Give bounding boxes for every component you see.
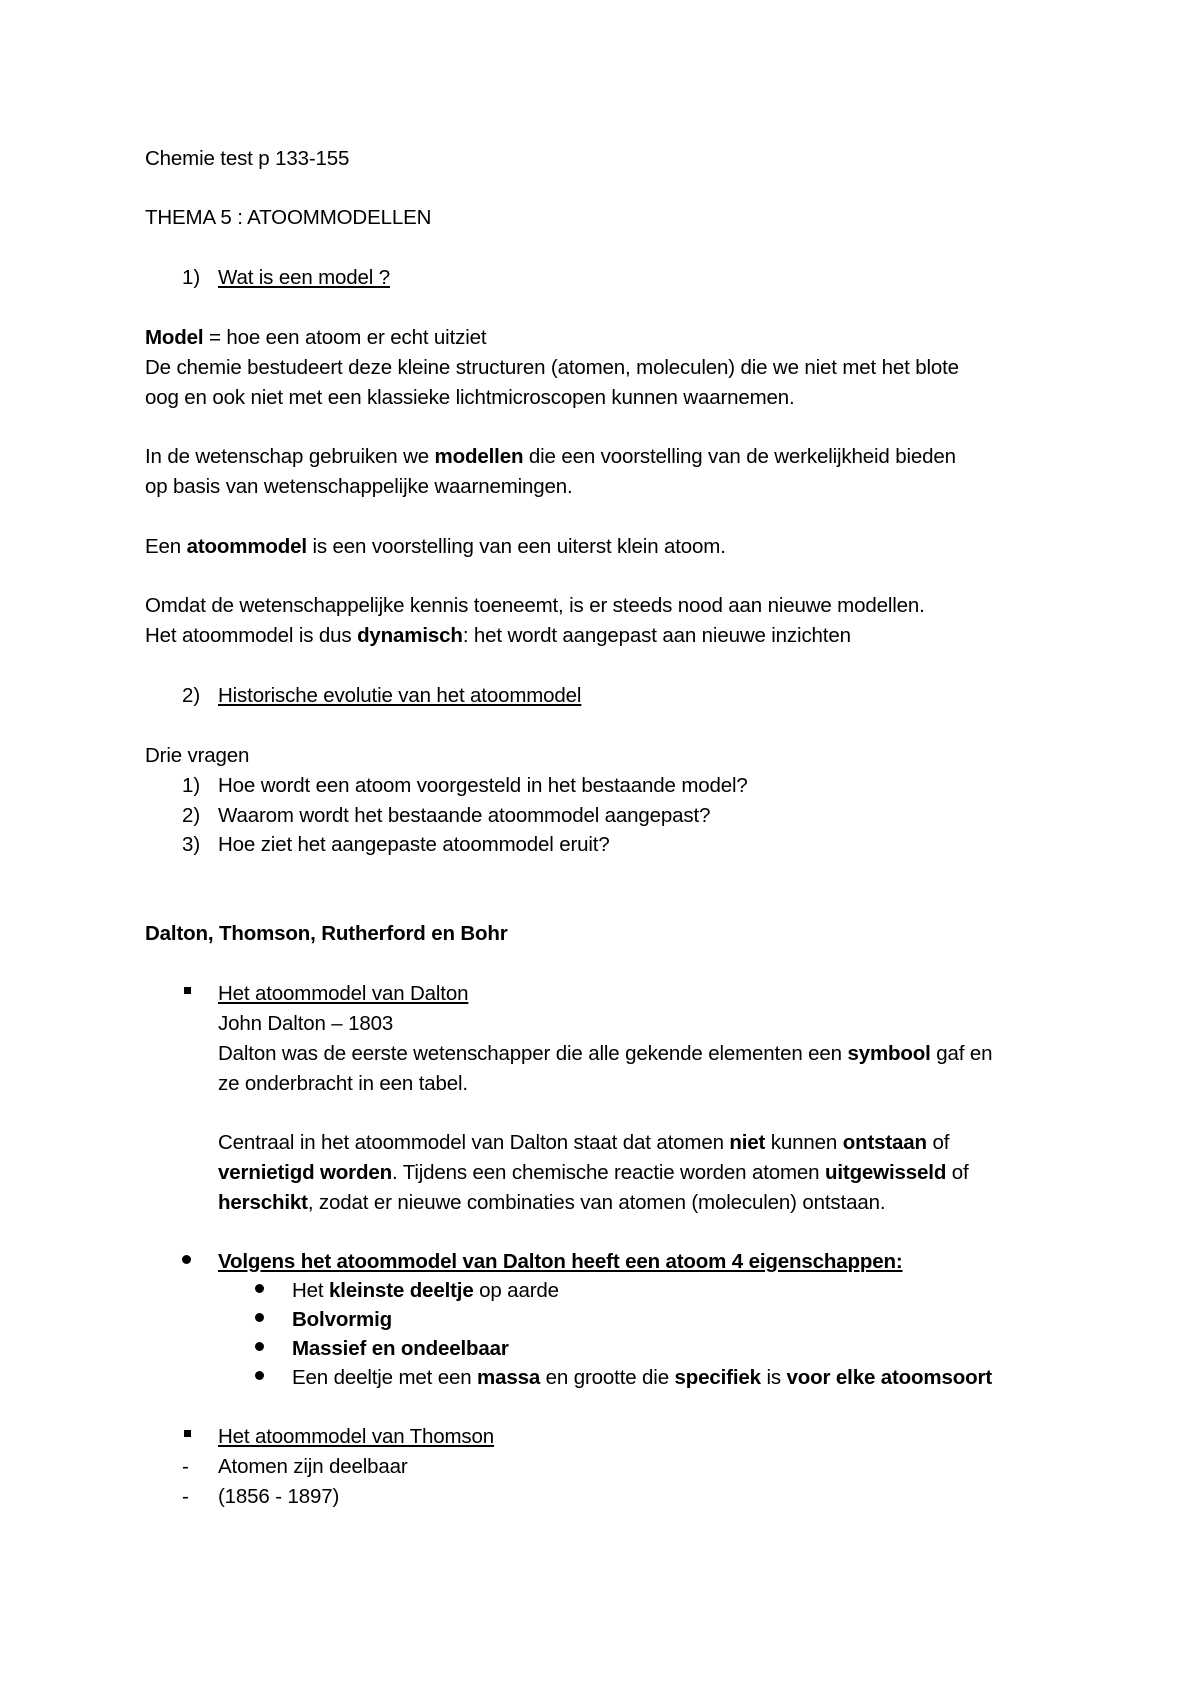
paragraph-line: Omdat de wetenschappelijke kennis toeneemt, is er steeds nood aan nieuwe modellen. (145, 594, 925, 617)
text-span: Dalton was de eerste wetenschapper die alle gekende elementen een (218, 1042, 848, 1065)
document-title: Chemie test p 133-155 (145, 147, 350, 170)
text-span: of (946, 1161, 969, 1184)
square-bullet-icon (184, 1430, 191, 1437)
questions-title: Drie vragen (145, 744, 250, 767)
property-item: Massief en ondeelbaar (292, 1337, 509, 1360)
question-text: Hoe ziet het aangepaste atoommodel eruit? (218, 833, 610, 856)
text-span: Een deeltje met een (292, 1366, 478, 1389)
paragraph-line (218, 1130, 949, 1156)
question-text: Hoe wordt een atoom voorgesteld in het bestaande model? (218, 774, 748, 797)
text-span: Centraal in het atoommodel van Dalton staat dat atomen (218, 1131, 730, 1154)
paragraph-line (218, 1041, 992, 1067)
property-item (292, 1278, 559, 1304)
question-text: Waarom wordt het bestaande atoommodel aangepast? (218, 804, 711, 827)
square-bullet-icon (184, 987, 191, 994)
properties-heading: Volgens het atoommodel van Dalton heeft een atoom 4 eigenschappen: (218, 1250, 903, 1273)
paragraph-line: De chemie bestudeert deze kleine structuren (atomen, moleculen) die we niet met het blote (145, 356, 959, 379)
property-item: Bolvormig (292, 1308, 393, 1331)
text-span: is (760, 1366, 787, 1389)
question-number: 1) (182, 774, 201, 797)
bold-term: herschikt (218, 1191, 308, 1214)
property-item (292, 1365, 992, 1391)
section-number: 2) (182, 684, 201, 707)
text-span: gaf en (930, 1042, 993, 1065)
text-span: In de wetenschap gebruiken we (145, 445, 435, 468)
bold-term: vernietigd worden (218, 1161, 393, 1184)
text-span: Een (145, 535, 187, 558)
bold-term: uitgewisseld (824, 1161, 947, 1184)
paragraph-line (145, 534, 726, 560)
bold-term: kleinste deeltje (329, 1279, 474, 1302)
section-heading: Wat is een model ? (218, 266, 391, 289)
paragraph-line: ze onderbracht in een tabel. (218, 1072, 468, 1095)
text-span: . Tijdens een chemische reactie worden atomen (392, 1161, 825, 1184)
dalton-heading: Het atoommodel van Dalton (218, 982, 469, 1005)
dot-bullet-icon (255, 1371, 264, 1380)
section-number: 1) (182, 266, 201, 289)
model-def-text: = hoe een atoom er echt uitziet (203, 326, 487, 349)
bold-term: modellen (434, 445, 524, 468)
text-span: : het wordt aangepast aan nieuwe inzichten (462, 624, 851, 647)
dot-bullet-icon (182, 1255, 191, 1264)
text-span: en grootte die (540, 1366, 675, 1389)
paragraph-line (218, 1160, 969, 1186)
dalton-author: John Dalton – 1803 (218, 1012, 394, 1035)
question-number: 2) (182, 804, 201, 827)
text-span: , zodat er nieuwe combinaties van atomen (moleculen) ontstaan. (307, 1191, 886, 1214)
bold-term: ontstaan (842, 1131, 927, 1154)
bold-term: voor elke atoomsoort (786, 1366, 992, 1389)
bold-term: massa (477, 1366, 541, 1389)
dot-bullet-icon (255, 1284, 264, 1293)
dash-bullet: - (182, 1455, 189, 1478)
text-span: kunnen (765, 1131, 843, 1154)
paragraph-line (218, 1190, 885, 1216)
text-span: is een voorstelling van een uiterst klein atoom. (306, 535, 726, 558)
text-span: die een voorstelling van de werkelijkheid bieden (523, 445, 956, 468)
bold-term: symbool (847, 1042, 931, 1065)
dot-bullet-icon (255, 1342, 264, 1351)
bold-term: niet (729, 1131, 766, 1154)
models-heading: Dalton, Thomson, Rutherford en Bohr (145, 922, 508, 945)
text-span: op aarde (473, 1279, 559, 1302)
text-span: of (926, 1131, 950, 1154)
thomson-heading: Het atoommodel van Thomson (218, 1425, 495, 1448)
paragraph-line: op basis van wetenschappelijke waarnemingen. (145, 475, 573, 498)
thomson-item: Atomen zijn deelbaar (218, 1455, 408, 1478)
section-heading: Historische evolutie van het atoommodel (218, 684, 582, 707)
bold-term: atoommodel (186, 535, 307, 558)
paragraph-line: oog en ook niet met een klassieke lichtmicroscopen kunnen waarnemen. (145, 386, 795, 409)
dash-bullet: - (182, 1485, 189, 1508)
bold-term: dynamisch (357, 624, 463, 647)
thomson-item: (1856 - 1897) (218, 1485, 340, 1508)
model-definition (145, 325, 486, 351)
text-span: Het atoommodel is dus (145, 624, 358, 647)
question-number: 3) (182, 833, 201, 856)
theme-heading: THEMA 5 : ATOOMMODELLEN (145, 206, 432, 229)
text-span: Het (292, 1279, 329, 1302)
dot-bullet-icon (255, 1313, 264, 1322)
paragraph-line (145, 623, 851, 649)
bold-term: specifiek (674, 1366, 761, 1389)
paragraph-line (145, 444, 956, 470)
model-term: Model (145, 326, 204, 349)
